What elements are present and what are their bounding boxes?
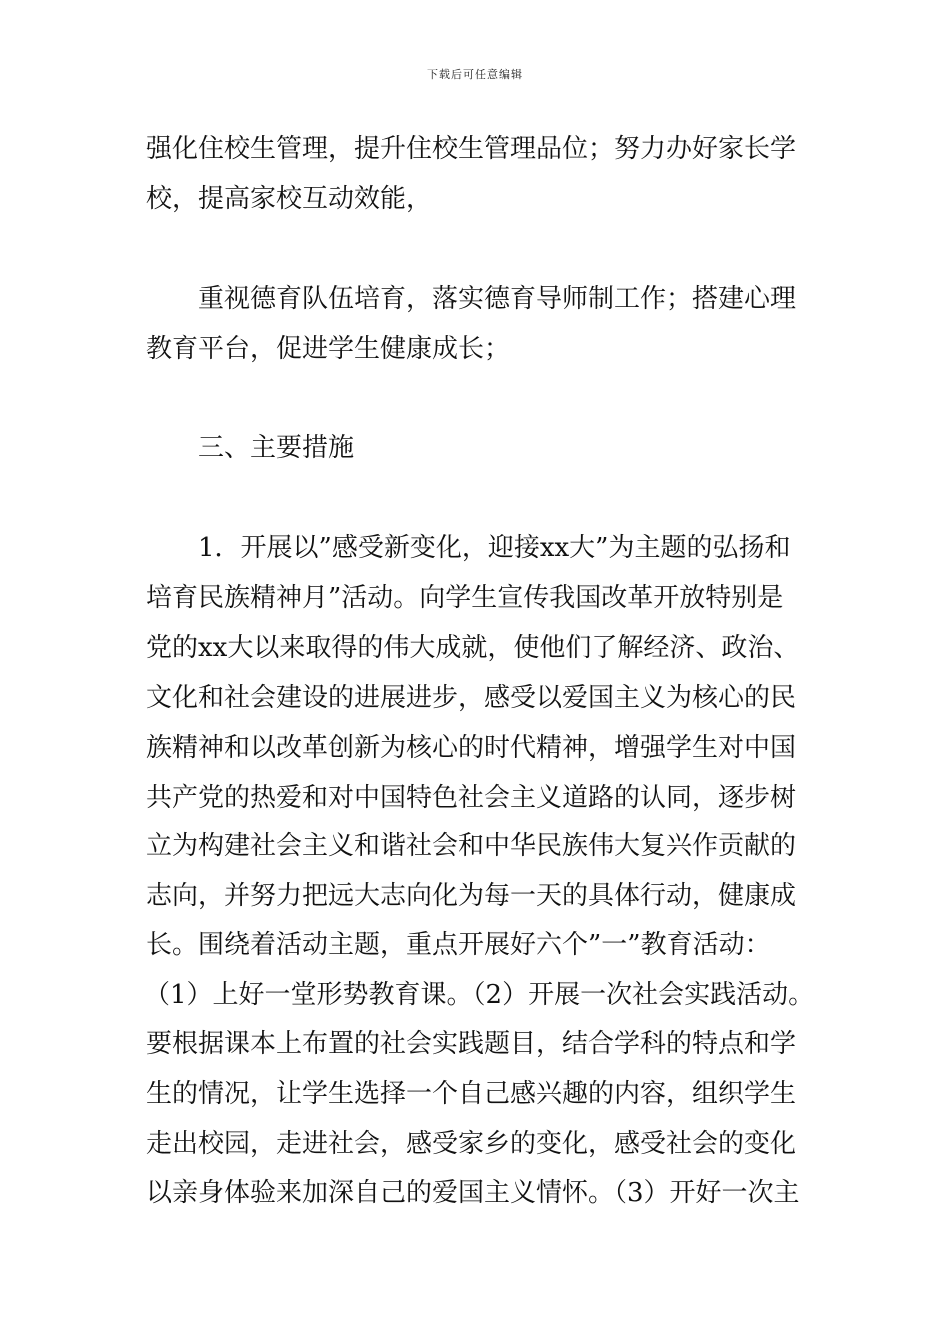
text-line-10: 族精神和以改革创新为核心的时代精神，增强学生对中国 xyxy=(146,733,797,763)
text-line-11: 共产党的热爱和对中国特色社会主义道路的认同，逐步树 xyxy=(146,783,797,813)
text-line-2: 校，提高家校互动效能， xyxy=(146,184,433,214)
page-header-note: 下载后可任意编辑 xyxy=(427,68,523,81)
text-line-6: 1．开展以”感受新变化，迎接xx大”为主题的弘扬和 xyxy=(198,533,791,563)
text-line-15: （1）上好一堂形势教育课。（2）开展一次社会实践活动。 xyxy=(144,980,815,1010)
text-line-8: 党的xx大以来取得的伟大成就，使他们了解经济、政治、 xyxy=(146,633,800,663)
text-line-3: 重视德育队伍培育，落实德育导师制工作；搭建心理 xyxy=(198,284,797,314)
text-line-1: 强化住校生管理，提升住校生管理品位；努力办好家长学 xyxy=(146,134,797,164)
text-line-14: 长。围绕着活动主题，重点开展好六个”一”教育活动： xyxy=(146,930,771,960)
text-line-9: 文化和社会建设的进展进步，感受以爱国主义为核心的民 xyxy=(146,683,797,713)
text-line-18: 走出校园，走进社会，感受家乡的变化，感受社会的变化 xyxy=(146,1129,797,1159)
section-heading: 三、主要措施 xyxy=(198,433,355,463)
text-line-19: 以亲身体验来加深自己的爱国主义情怀。（3）开好一次主 xyxy=(146,1178,800,1208)
text-line-16: 要根据课本上布置的社会实践题目，结合学科的特点和学 xyxy=(146,1029,797,1059)
text-line-7: 培育民族精神月”活动。向学生宣传我国改革开放特别是 xyxy=(146,583,784,613)
text-line-4: 教育平台，促进学生健康成长； xyxy=(146,334,511,364)
text-line-13: 志向，并努力把远大志向化为每一天的具体行动，健康成 xyxy=(146,881,797,911)
text-line-17: 生的情况，让学生选择一个自己感兴趣的内容，组织学生 xyxy=(146,1079,797,1109)
text-line-12: 立为构建社会主义和谐社会和中华民族伟大复兴作贡献的 xyxy=(146,831,797,861)
